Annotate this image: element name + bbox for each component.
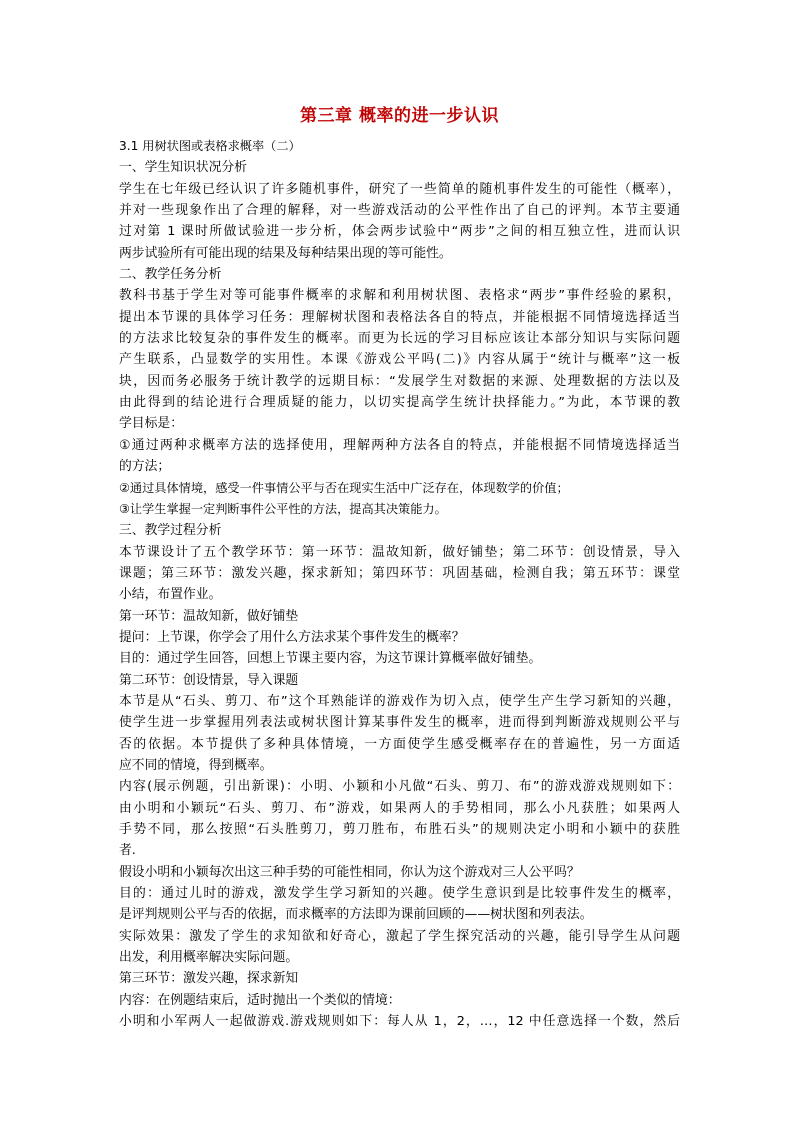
text-line: 由此得到的结论进行合理质疑的能力，以切实提高学生统计抉择能力。”为此，本节课的教	[119, 395, 680, 411]
text-line: 两步试验所有可能出现的结果及每种结果出现的等可能性。	[119, 245, 452, 261]
text-line: 教科书基于学生对等可能事件概率的求解和利用树状图、表格求“两步”事件经验的累积，	[119, 288, 680, 304]
text-line: 块，因而务必服务于统计教学的远期目标：“发展学生对数据的来源、处理数据的方法以及	[119, 373, 680, 389]
text-line: 内容(展示例题，引出新课)：小明、小颖和小凡做“石头、剪刀、布”的游戏游戏规则如下：	[119, 779, 680, 795]
text-line: 假设小明和小颖每次出这三种手势的可能性相同，你认为这个游戏对三人公平吗？	[119, 864, 580, 880]
text-line: 是评判规则公平与否的依据，而求概率的方法即为课前回顾的——树状图和列表法。	[119, 907, 593, 923]
text-line: 本节是从“石头、剪刀、布”这个耳熟能详的游戏作为切入点，使学生产生学习新知的兴趣，	[119, 693, 680, 709]
text-line: 3.1 用树状图或表格求概率（二）	[119, 139, 301, 153]
text-line: 三、教学过程分析	[119, 523, 222, 539]
text-line: 小结，布置作业。	[119, 587, 222, 603]
text-line: 第三环节：激发兴趣，探求新知	[119, 971, 299, 987]
text-line: 第一环节：温故知新，做好铺垫	[119, 608, 299, 624]
text-line: 二、教学任务分析	[119, 267, 222, 283]
text-line: 实际效果：激发了学生的求知欲和好奇心，激起了学生探究活动的兴趣，能引导学生从问题	[119, 928, 680, 944]
text-line: 应不同的情境，得到概率。	[119, 757, 273, 773]
chapter-title: 第三章 概率的进一步认识	[300, 106, 499, 126]
text-line: 者.	[119, 843, 136, 859]
text-line: 本节课设计了五个教学环节：第一环节：温故知新，做好铺垫；第二环节：创设情景，导入	[119, 544, 680, 560]
text-line: 的方法求比较复杂的事件发生的概率。而更为长远的学习目标应该让本部分知识与实际问题	[119, 331, 680, 347]
text-line: 课题；第三环节：激发兴趣，探求新知；第四环节：巩固基础，检测自我；第五环节：课堂	[119, 565, 680, 581]
text-line: ①通过两种求概率方法的选择使用，理解两种方法各自的特点，并能根据不同情境选择适当	[119, 437, 680, 453]
text-line: 由小明和小颖玩“石头、剪刀、布”游戏，如果两人的手势相同，那么小凡获胜；如果两人	[119, 800, 680, 816]
text-line: 的方法；	[119, 459, 171, 475]
text-line: 目的：通过学生回答，回想上节课主要内容，为这节课计算概率做好铺垫。	[119, 651, 542, 667]
text-line: 第二环节：创设情景，导入课题	[119, 672, 299, 688]
text-line: 手势不同，那么按照“石头胜剪刀，剪刀胜布，布胜石头”的规则决定小明和小颖中的获胜	[119, 822, 680, 837]
text-line: 小明和小军两人一起做游戏.游戏规则如下：每人从 1，2，…，12 中任意选择一个数，然后	[119, 1014, 680, 1030]
text-line: 目的：通过儿时的游戏，激发学生学习新知的兴趣。使学生意识到是比较事件发生的概率，	[119, 886, 680, 902]
text-line: 出发，利用概率解决实际问题。	[119, 950, 299, 966]
text-line: 提出本节课的具体学习任务：理解树状图和表格法各自的特点，并能根据不同情境选择适当	[119, 309, 680, 325]
text-line: 产生联系，凸显数学的实用性。本课《游戏公平吗(二)》内容从属于“统计与概率”这一板	[119, 352, 680, 368]
text-line: ③让学生掌握一定判断事件公平性的方法，提高其决策能力。	[119, 501, 447, 516]
text-line: 并对一些现象作出了合理的解释，对一些游戏活动的公平性作出了自己的评判。本节主要通	[119, 203, 680, 219]
text-line: 否的依据。本节提供了多种具体情境，一方面使学生感受概率存在的普遍性，另一方面适	[119, 736, 680, 752]
text-line: ②通过具体情境，感受一件事情公平与否在现实生活中广泛存在，体现数学的价值；	[119, 480, 569, 495]
text-line: 学目标是：	[119, 416, 183, 432]
text-line: 一、学生知识状况分析	[119, 160, 247, 176]
text-line: 过对第 1 课时所做试验进一步分析，体会两步试验中“两步”之间的相互独立性，进而认识	[119, 224, 680, 240]
document-body	[119, 136, 680, 1032]
text-line: 学生在七年级已经认识了许多随机事件，研究了一些简单的随机事件发生的可能性（概率），	[119, 181, 680, 197]
text-line: 内容：在例题结束后，适时抛出一个类似的情境：	[119, 992, 401, 1008]
text-line: 使学生进一步掌握用列表法或树状图计算某事件发生的概率，进而得到判断游戏规则公平与	[119, 715, 680, 731]
text-line: 提问：上节课，你学会了用什么方法求某个事件发生的概率？	[119, 629, 465, 645]
